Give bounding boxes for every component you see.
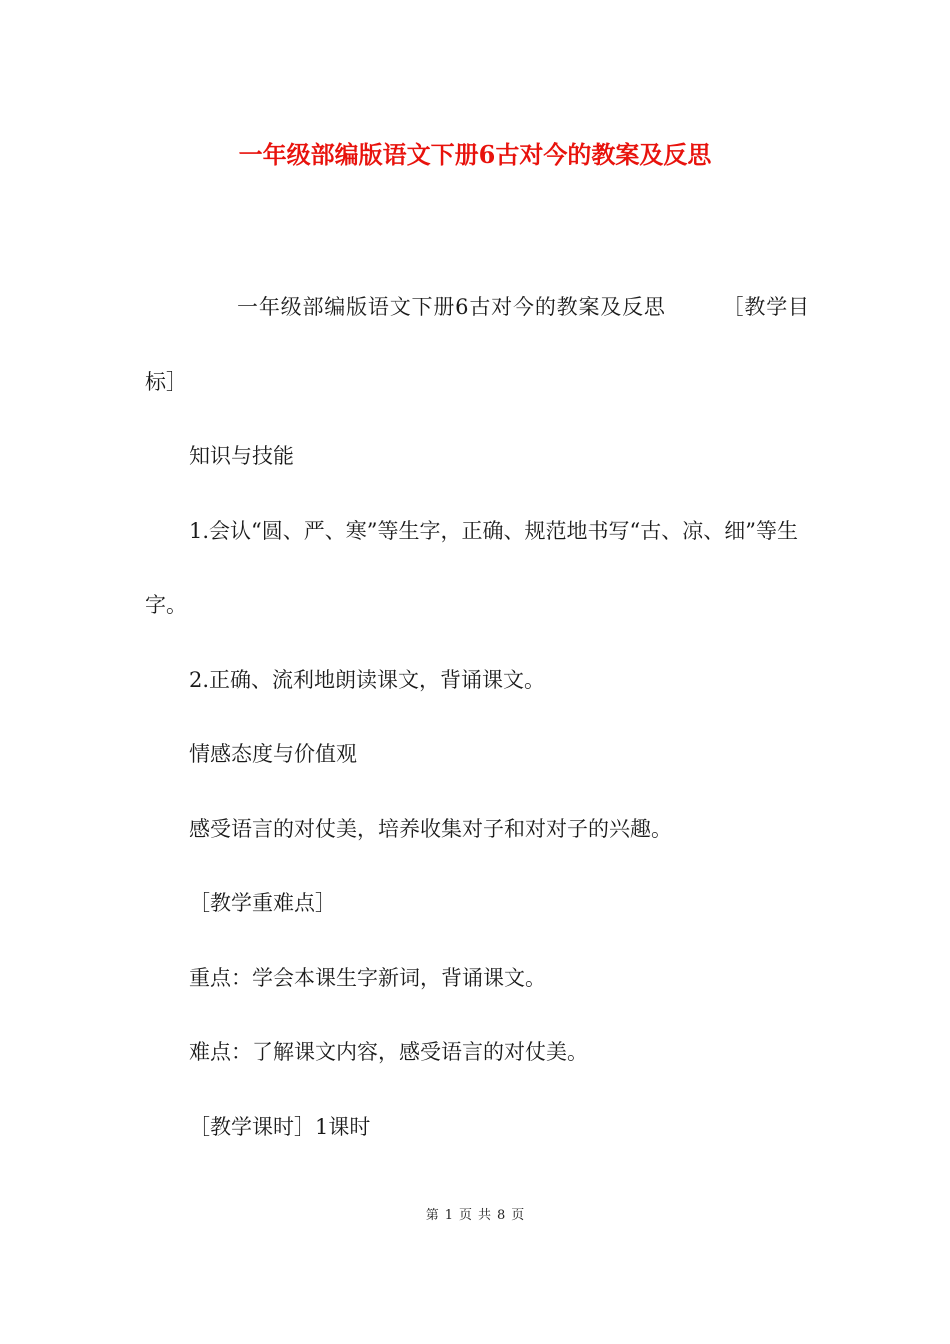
footer-current-page: 1 xyxy=(444,1208,453,1223)
section-class-hours: ［教学课时］1课时 xyxy=(189,1114,371,1139)
footer-label-ye-end: 页 xyxy=(511,1208,525,1223)
intro-section-label: ［教学目标］ xyxy=(145,295,810,394)
intro-title: 一年级部编版语文下册6古对今的教案及反思 xyxy=(237,295,666,319)
paragraph-key-point: 重点：学会本课生字新词，背诵课文。 xyxy=(189,965,546,990)
paragraph-goal-2: 2.正确、流利地朗读课文，背诵课文。 xyxy=(189,667,546,692)
footer-label-di: 第 xyxy=(425,1208,439,1223)
paragraph-goal-1: 1.会认“圆、严、寒”等生字，正确、规范地书写“古、凉、细”等生字。 xyxy=(145,518,798,617)
paragraph-knowledge-skills: 知识与技能 xyxy=(189,444,294,468)
paragraph-difficult-point: 难点：了解课文内容，感受语言的对仗美。 xyxy=(189,1040,588,1064)
footer-total-pages: 8 xyxy=(497,1208,506,1223)
document-body xyxy=(145,270,809,1164)
page-footer xyxy=(0,1206,950,1226)
document-title: 一年级部编版语文下册6古对今的教案及反思 xyxy=(238,140,712,169)
footer-label-ye: 页 xyxy=(458,1208,472,1223)
paragraph-emotion-goal: 感受语言的对仗美，培养收集对子和对对子的兴趣。 xyxy=(189,816,672,841)
footer-label-gong: 共 xyxy=(478,1208,492,1223)
section-key-difficult: ［教学重难点］ xyxy=(189,891,336,915)
paragraph-emotion-values: 情感态度与价值观 xyxy=(189,742,357,766)
intro-paragraph xyxy=(145,270,809,419)
